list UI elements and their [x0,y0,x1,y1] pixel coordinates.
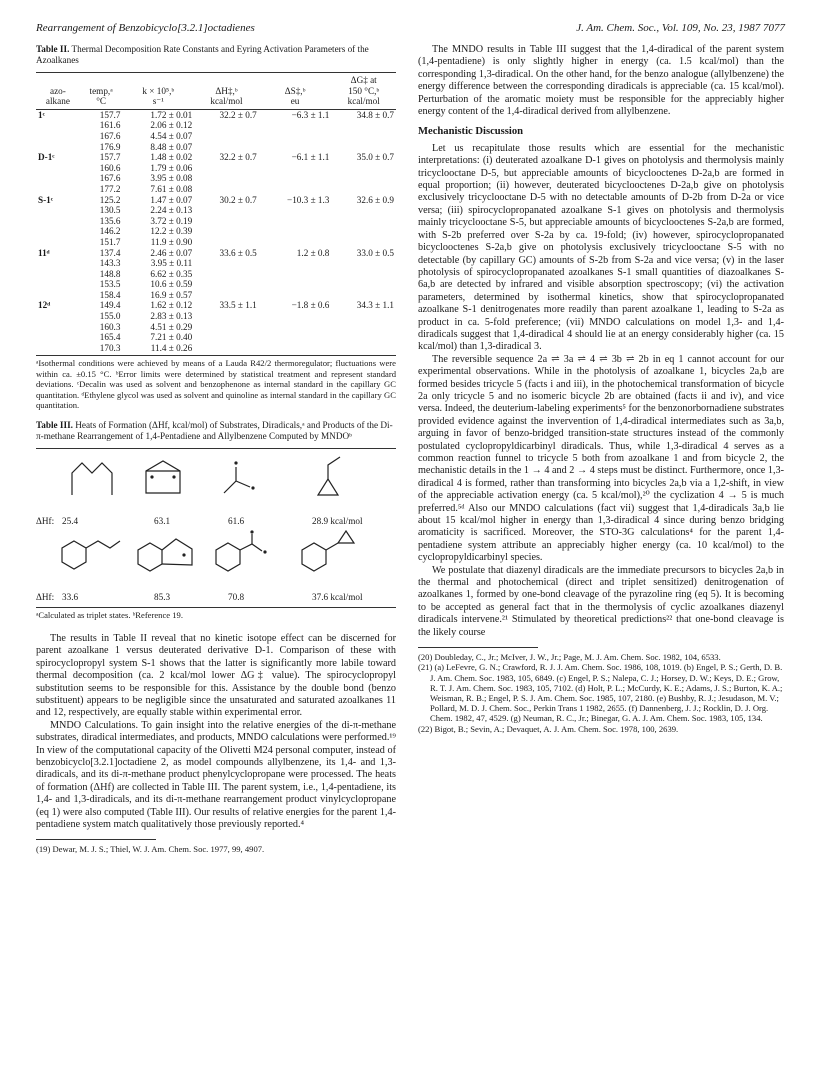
reference-21: (21) (a) LeFevre, G. N.; Crawford, R. J. J. Am. Chem. Soc. 1986, 108, 1019. (b) Engel, P. S.; Gerth, D. B. J. Am. Chem. Soc. 1983, 105, 6849. (c) Engel, P. S.; Nalepa, C. J.; Horsey, D. W.; Keys, D. E.; Grow, R. T. J. Am. Chem. Soc. 1983, 105, 7102. (d) Holt, P. L.; McCurdy, K. E.; Adams, J. S.; Burton, K. A.; Weisman, R. B.; Engel, P. S. J. Am. Chem. Soc. 1985, 107, 2180. (e) Bushby, R. J.; Jesudason, M. V.; Pollard, M. D. J. Chem. Soc., Perkin Trans 1 1982, 2655. (f) Dannenberg, J. J.; Rocklin, D. J. Org. Chem. 1982, 47, 4529. (g) Neuman, R. C., Jr.; Binegar, G. A. J. Am. Chem. Soc. 1983, 105, 134. [418,662,783,724]
table3-footnote: ᵃCalculated as triplet states. ᵇReference 19. [36,610,183,621]
table-cell [194,311,259,322]
table-cell: 12.2 ± 0.39 [150,226,193,237]
table-cell: 146.2 [99,226,121,237]
table-cell [331,131,396,142]
table-cell [259,120,332,131]
table-cell [194,258,259,269]
table-cell [194,205,259,216]
table-cell [194,226,259,237]
table-cell [194,290,259,301]
hof-value: 33.6 [62,592,79,603]
table-cell [331,163,396,174]
table-cell: 32.2 ± 0.7 [219,109,257,120]
table-cell: 16.9 ± 0.57 [150,289,193,300]
table-cell [36,142,80,153]
hof-label-2: ΔHf: [36,592,55,603]
table-cell: 3.95 ± 0.08 [150,173,193,184]
table-cell [259,226,332,237]
table-cell [331,258,396,269]
table-row [36,216,396,227]
table-cell: 157.7 [99,152,121,163]
table-cell: 33.0 ± 0.5 [356,247,394,258]
table-cell: 167.6 [99,173,121,184]
table-cell: 34.8 ± 0.7 [356,109,394,120]
table-cell: 12ᵈ [38,300,51,311]
table-cell: 1.62 ± 0.12 [150,300,193,311]
table-cell: 11.4 ± 0.26 [122,343,194,356]
table-cell [259,332,332,343]
table-cell [194,163,259,174]
table-cell: S-1ᶜ [38,194,54,205]
body-paragraph: The reversible sequence 2a ⇌ 3a ⇌ 4 ⇌ 3b ⇌ 2b in eq 1 cannot account for our experimental observations. While in the photolysis of azoalkane 1, bicycles 2a,b are formed besides tricycle 5 (facts i and iii), in the photochemical transformation of bicycle 2a only tricycle 5 and no isomeric bicycle 2b are obtained (facts ii and iv), and vice versa. Indeed, the deuterium-labeling experiments⁵ for the benzonorbornadiene substrates provided evidence against the invervention of 1,4-diradical intermediates such as 3a,b, arguing in favor of benzo-bridged transition-state structures instead of the commonly postulated cyclopropyldicarbinyl diradicals. Thus, while 1,3-diradical 4 serves as a common reaction funnel to tricycle 5 both from azoalkane 1 and from bicycle 2, the mechanistic details in the 1 → 4 and 2 → 4 steps must be distinct. Furthermore, once 1,3-diradical 4 is formed, rather than transforming into bicycles 2a,b via a 1,2-shift, in view of the appreciable activation energy (ca. 5 kcal/mol),²⁰ the cyclization 4 → 5 is much preferred.⁵ᵈ Also our MNDO calculations (fact vii) suggest that 1,4-diradicals 3a,b lie about 15 kcal/mol higher in energy than 1,3-diradical 4 since during benzo bridging aromaticity is sacrificed. Moreover, the STO-3G calculations⁴ for the parent 1,4-pentadiene system attribute an appreciably higher energy (ca. 10 kcal/mol) to the cyclopropyldicarbinyl species. [418,353,784,564]
table-row [36,195,396,206]
table-cell: 11.9 ± 0.90 [150,236,193,247]
table-cell [331,332,396,343]
table-cell [331,173,396,184]
table-cell [36,184,80,195]
benzo-diradical-13-structure [210,529,282,584]
structures-row-1 [36,453,396,515]
table-cell: 170.3 [80,343,123,356]
table-cell: 1.79 ± 0.06 [150,162,193,173]
table-cell: 160.6 [99,162,121,173]
table-row [36,142,396,153]
table-cell [331,322,396,333]
table-cell: 34.3 ± 1.1 [356,300,394,311]
table-cell [331,290,396,301]
table-cell [194,269,259,280]
table-cell: 177.2 [99,183,121,194]
left-column [36,44,396,855]
table-cell [194,279,259,290]
running-header [36,22,785,36]
table-cell: 35.0 ± 0.7 [356,152,394,163]
body-paragraph: The results in Table II reveal that no kinetic isotope effect can be discerned for parent azoalkane 1 versus deuterated derivative D-1. Comparison of these with spirocyclopropyl system S-1 shows that the latter is significantly more labile toward thermal decomposition (ca. 2 kcal/mol lower ΔG‡ value). The spirocyclopropyl substitution seems to be responsible for this. Assistance by the double bond (benzo substituent) appears to be negligible since the unsaturated and saturated azoalkanes 11 and 12, respectively, are equally stable within experimental error. [36,632,396,719]
table-cell: 160.3 [99,321,121,332]
structures-row-2 [36,529,396,591]
table-cell [194,173,259,184]
table-cell: 148.8 [99,268,121,279]
table-cell [36,237,80,248]
table-cell: 153.5 [99,279,121,290]
table-cell: 1.48 ± 0.02 [150,152,193,163]
table-cell: 143.3 [99,258,121,269]
hof-value: 85.3 [154,592,171,603]
hof-value: 61.6 [228,516,245,527]
table-cell: 4.51 ± 0.29 [150,321,193,332]
body-paragraph: MNDO Calculations. To gain insight into the relative energies of the di-π-methane substrates, diradical intermediates, and products, MNDO calculations were performed.¹⁹ In view of the computational capacity of the Olivetti M24 personal computer, instead of benzobicyclo[3.2.1]octadiene 2, as model compounds allylbenzene, its 1,4- and 1,3-diradicals, and its di-π-methane product phenylcyclopropane were processed. The heats of formation (ΔHf) are collected in Table III. The parent system, i.e., 1,4-pentadiene, its 1,4- and 1,3-diradicals, and its di-π-methane rearrangement product vinylcyclopropane (eq 1) were also computed (Table III). Our results of relative energies for the parent 1,4-pentadiene system match qualitatively those previously reported.⁴ [36,719,396,830]
table-cell: 3.95 ± 0.11 [150,258,193,269]
table-row [36,279,396,290]
allylbenzene-structure [54,529,126,584]
hof-values-row-1 [36,515,396,529]
section-heading: Mechanistic Discussion [418,126,524,138]
table-cell: D-1ᶜ [38,152,55,163]
reference-22: (22) Bigot, B.; Sevin, A.; Devaquet, A. J. Am. Chem. Soc. 1978, 100, 2639. [418,723,679,734]
table-cell [36,269,80,280]
table-cell: 1ᶜ [38,109,45,120]
reference-20: (20) Doubleday, C., Jr.; McIver, J. W., Jr.; Page, M. J. Am. Chem. Soc. 1982, 104, 6533. [418,652,721,663]
table2-footnotes: ᵃIsothermal conditions were achieved by means of a Lauda R42/2 thermoregulator; fluctuations were within ca. ±0.15 °C. ᵇError limits were determined by statistical treatment and represent standard deviations. ᶜDecalin was used as solvent and benzophenone as internal standard in the capillary GC quantitation. ᵈEthylene glycol was used as solvent and quinoline as internal standard in the capillary GC quantitation. [36,358,396,411]
table-cell [194,131,259,142]
table-cell [259,279,332,290]
table-cell: 155.0 [99,311,121,322]
table-cell [331,269,396,280]
table2-caption-text: Thermal Decomposition Rate Constants and Eyring Activation Parameters of the Azoalkanes [36,44,369,65]
diradical-13-structure [214,453,264,508]
table-row [36,120,396,131]
table-cell [194,343,259,356]
table-cell [259,237,332,248]
table-row [36,322,396,333]
table-cell: 158.4 [99,289,121,300]
table-cell: 176.9 [99,141,121,152]
table-cell [36,343,80,356]
table-cell [259,173,332,184]
benzo-diradical-14-structure [132,529,204,584]
footnote-rule [418,647,538,648]
table-cell [36,205,80,216]
table-cell [259,269,332,280]
table-row [36,248,396,259]
table-cell: 135.6 [99,215,121,226]
table-cell [36,322,80,333]
header-journal: J. Am. Chem. Soc., Vol. 109, No. 23, 1987 7077 [576,22,785,34]
table-cell [36,290,80,301]
hof-value: 37.6 kcal/mol [312,592,363,603]
hof-value: 70.8 [228,592,245,603]
table2 [36,72,396,356]
table2-header: k × 10⁵,ᵇ s⁻¹ [122,75,194,109]
table-row [36,226,396,237]
table-row [36,343,396,356]
table-cell [194,142,259,153]
table3-label: Table III. [36,420,73,431]
table-cell [36,279,80,290]
table-cell [194,237,259,248]
table-cell: 1.72 ± 0.01 [150,109,193,120]
table-cell [331,216,396,227]
table2-label: Table II. [36,44,70,54]
footnote-rule [36,839,156,840]
table-cell [36,131,80,142]
table-cell: 32.2 ± 0.7 [219,152,257,163]
table2-header: ΔS‡,ᵇ eu [259,75,332,109]
diradical-14-structure [138,453,188,508]
body-paragraph: Let us recapitulate those results which are essential for the mechanistic interpretations: (i) deuterated azoalkane D-1 gives on photolysis and thermolysis mainly tricyclooctane D-5, but appreciable amounts of bicyclooctenes D-2a,b are formed in equal proportion; (ii) however, deuterated bicyclooctenes D-2a,b give on photolysis exclusively tricyclooctane D-5 with no detectable amounts of D-2b from D-2a or vice versa; (iii) spirocyclopropanated azoalkane S-1 gives on photolysis and thermolysis mainly tricyclooctane S-5, but appreciable amounts of bicyclooctenes S-2a,b are formed, with S-2b preferred over S-2a by ca. 19-fold; (iv) however, spirocyclopropanated bicyclooctenes S-2a,b give on photolysis exclusively tricyclooctane S-5 with no detectable (by capillary GC) amounts of S-2b from S-2a and vice versa; (v) in the laser photolysis of spirocyclopropanated azoalkanes S-1 small quantities of diazoalkanes S-6a,b are detected by infrared and visible absorption spectroscopy; (vi) the activation parameters, determined by isothermal kinetics, show that spirocyclopropanated azoalkane S-1 denitrogenates more readily than parent azoalkane 1, leading to S-2a as product in ca. 5-fold preference; (vii) MNDO calculations on model 1,3- and 1,4-diradicals suggest that 1,4-diradical 4 should lie at an energy considerably higher (ca. 15 kcal/mol) than 1,3-diradical 3. [418,142,784,353]
table-cell [36,332,80,343]
table-row [36,163,396,174]
table-cell [36,226,80,237]
table-cell [36,216,80,227]
table3-caption [36,420,396,442]
vinylcyclopropane-structure [304,453,354,508]
table-cell: 7.21 ± 0.40 [150,332,193,343]
table-cell: 151.7 [99,236,121,247]
table2-header: temp,ᵃ °C [80,75,123,109]
table2-header: azo- alkane [36,75,80,109]
hof-values-row-2 [36,591,396,605]
table-row [36,173,396,184]
table-cell [259,311,332,322]
table-cell [194,332,259,343]
table-cell: 30.2 ± 0.7 [219,194,257,205]
table-cell [331,311,396,322]
table-cell: 4.54 ± 0.07 [150,130,193,141]
table-cell: 33.5 ± 1.1 [219,300,257,311]
table-cell: 1.47 ± 0.07 [150,194,193,205]
table-row [36,184,396,195]
table-cell: −6.1 ± 1.1 [291,152,330,163]
table-row [36,332,396,343]
table-cell: 10.6 ± 0.59 [150,279,193,290]
table2-header: ΔG‡ at 150 °C,ᵇ kcal/mol [331,75,396,109]
table-cell [194,184,259,195]
table-cell: −6.3 ± 1.1 [291,109,330,120]
table-cell: 130.5 [99,205,121,216]
table-cell: 167.6 [99,130,121,141]
table-row [36,109,396,120]
table-cell [36,173,80,184]
table2-header: ΔH‡,ᵇ kcal/mol [194,75,259,109]
table-cell [36,163,80,174]
hof-value: 63.1 [154,516,171,527]
table-cell: 32.6 ± 0.9 [356,194,394,205]
table-cell: −10.3 ± 1.3 [287,194,330,205]
table-cell [259,322,332,333]
table-cell [259,163,332,174]
table-cell: 8.48 ± 0.07 [150,141,193,152]
table-cell [259,142,332,153]
hof-label-1: ΔHf: [36,516,55,527]
table-cell [331,184,396,195]
table-cell: 161.6 [99,120,121,131]
table-cell: 2.83 ± 0.13 [150,311,193,322]
table-cell [36,311,80,322]
body-paragraph: We postulate that diazenyl diradicals are the immediate precursors to bicycles 2a,b in the thermal and photochemical (direct and triplet sensitized) denitrogenation of azoalkanes 1, formed by one-bond cleavage of the pyrazoline ring (eq 5). It is becoming to be accepted as general fact that in the thermolysis of cyclic azoalkanes diazenyl diradicals intervene.²¹ Stimulated by theoretical predictions²² that one-bond cleavage is the likely course [418,564,784,638]
table-row [36,290,396,301]
table-row [36,205,396,216]
table-cell [259,343,332,356]
table-cell [194,216,259,227]
table-cell: 2.06 ± 0.12 [150,120,193,131]
table-cell: 2.24 ± 0.13 [150,205,193,216]
pentadiene-structure [66,453,116,508]
table-cell: 11ᵈ [38,247,50,258]
table-row [36,311,396,322]
table-cell: 125.2 [99,194,121,205]
table-row [36,269,396,280]
table-cell: 1.2 ± 0.8 [296,247,330,258]
table-row [36,152,396,163]
table2-caption [36,44,396,66]
table-cell [36,120,80,131]
table3-figure [36,448,396,608]
table-cell [331,279,396,290]
table-cell [259,216,332,227]
hof-value: 25.4 [62,516,79,527]
table-row [36,300,396,311]
table-cell [259,290,332,301]
table-row [36,131,396,142]
table-cell: 7.61 ± 0.08 [150,183,193,194]
table-cell: 33.6 ± 0.5 [219,247,257,258]
phenylcyclopropane-structure [294,529,366,584]
right-column [418,44,784,734]
table-cell [259,258,332,269]
table-cell [194,322,259,333]
table-cell [331,120,396,131]
hof-value: 28.9 kcal/mol [312,516,363,527]
header-title: Rearrangement of Benzobicyclo[3.2.1]octadienes [36,22,255,34]
table-cell [259,131,332,142]
table-cell [194,120,259,131]
table-cell [331,343,396,356]
table-cell: 157.7 [99,109,121,120]
table-cell [331,142,396,153]
table-cell [259,184,332,195]
reference-19: (19) Dewar, M. J. S.; Thiel, W. J. Am. Chem. Soc. 1977, 99, 4907. [36,844,265,855]
table-cell [36,258,80,269]
body-paragraph: The MNDO results in Table III suggest that the 1,4-diradical of the parent system (1,4-pentadiene) is only slightly higher in energy (ca. 1.5 kcal/mol) than the corresponding 1,3-diradical. On the other hand, for the benzo analogue (allylbenzene) the energy difference between the corresponding diradicals is appreciable (ca. 15 kcal/mol). Perturbation of the aromatic moiety must be responsible for the appreciably higher energy content of the 1,4-diradical derived from allylbenzene. [418,44,784,118]
table-cell [331,205,396,216]
table-row [36,258,396,269]
table-cell: 2.46 ± 0.07 [150,247,193,258]
table-cell: 165.4 [99,332,121,343]
table-cell: 149.4 [99,300,121,311]
table-cell: 137.4 [99,247,121,258]
table-cell: −1.8 ± 0.6 [291,300,330,311]
table-cell: 6.62 ± 0.35 [150,268,193,279]
table-row [36,237,396,248]
table-cell: 3.72 ± 0.19 [150,215,193,226]
table3-caption-text: Heats of Formation (ΔHf, kcal/mol) of Substrates, Diradicals,ᵃ and Products of the Di-π-methane Rearrangement of 1,4-Pentadiene and Allylbenzene Computed by MNDOᵇ [36,420,393,442]
table-cell [331,226,396,237]
table-cell [259,205,332,216]
table-cell [331,237,396,248]
